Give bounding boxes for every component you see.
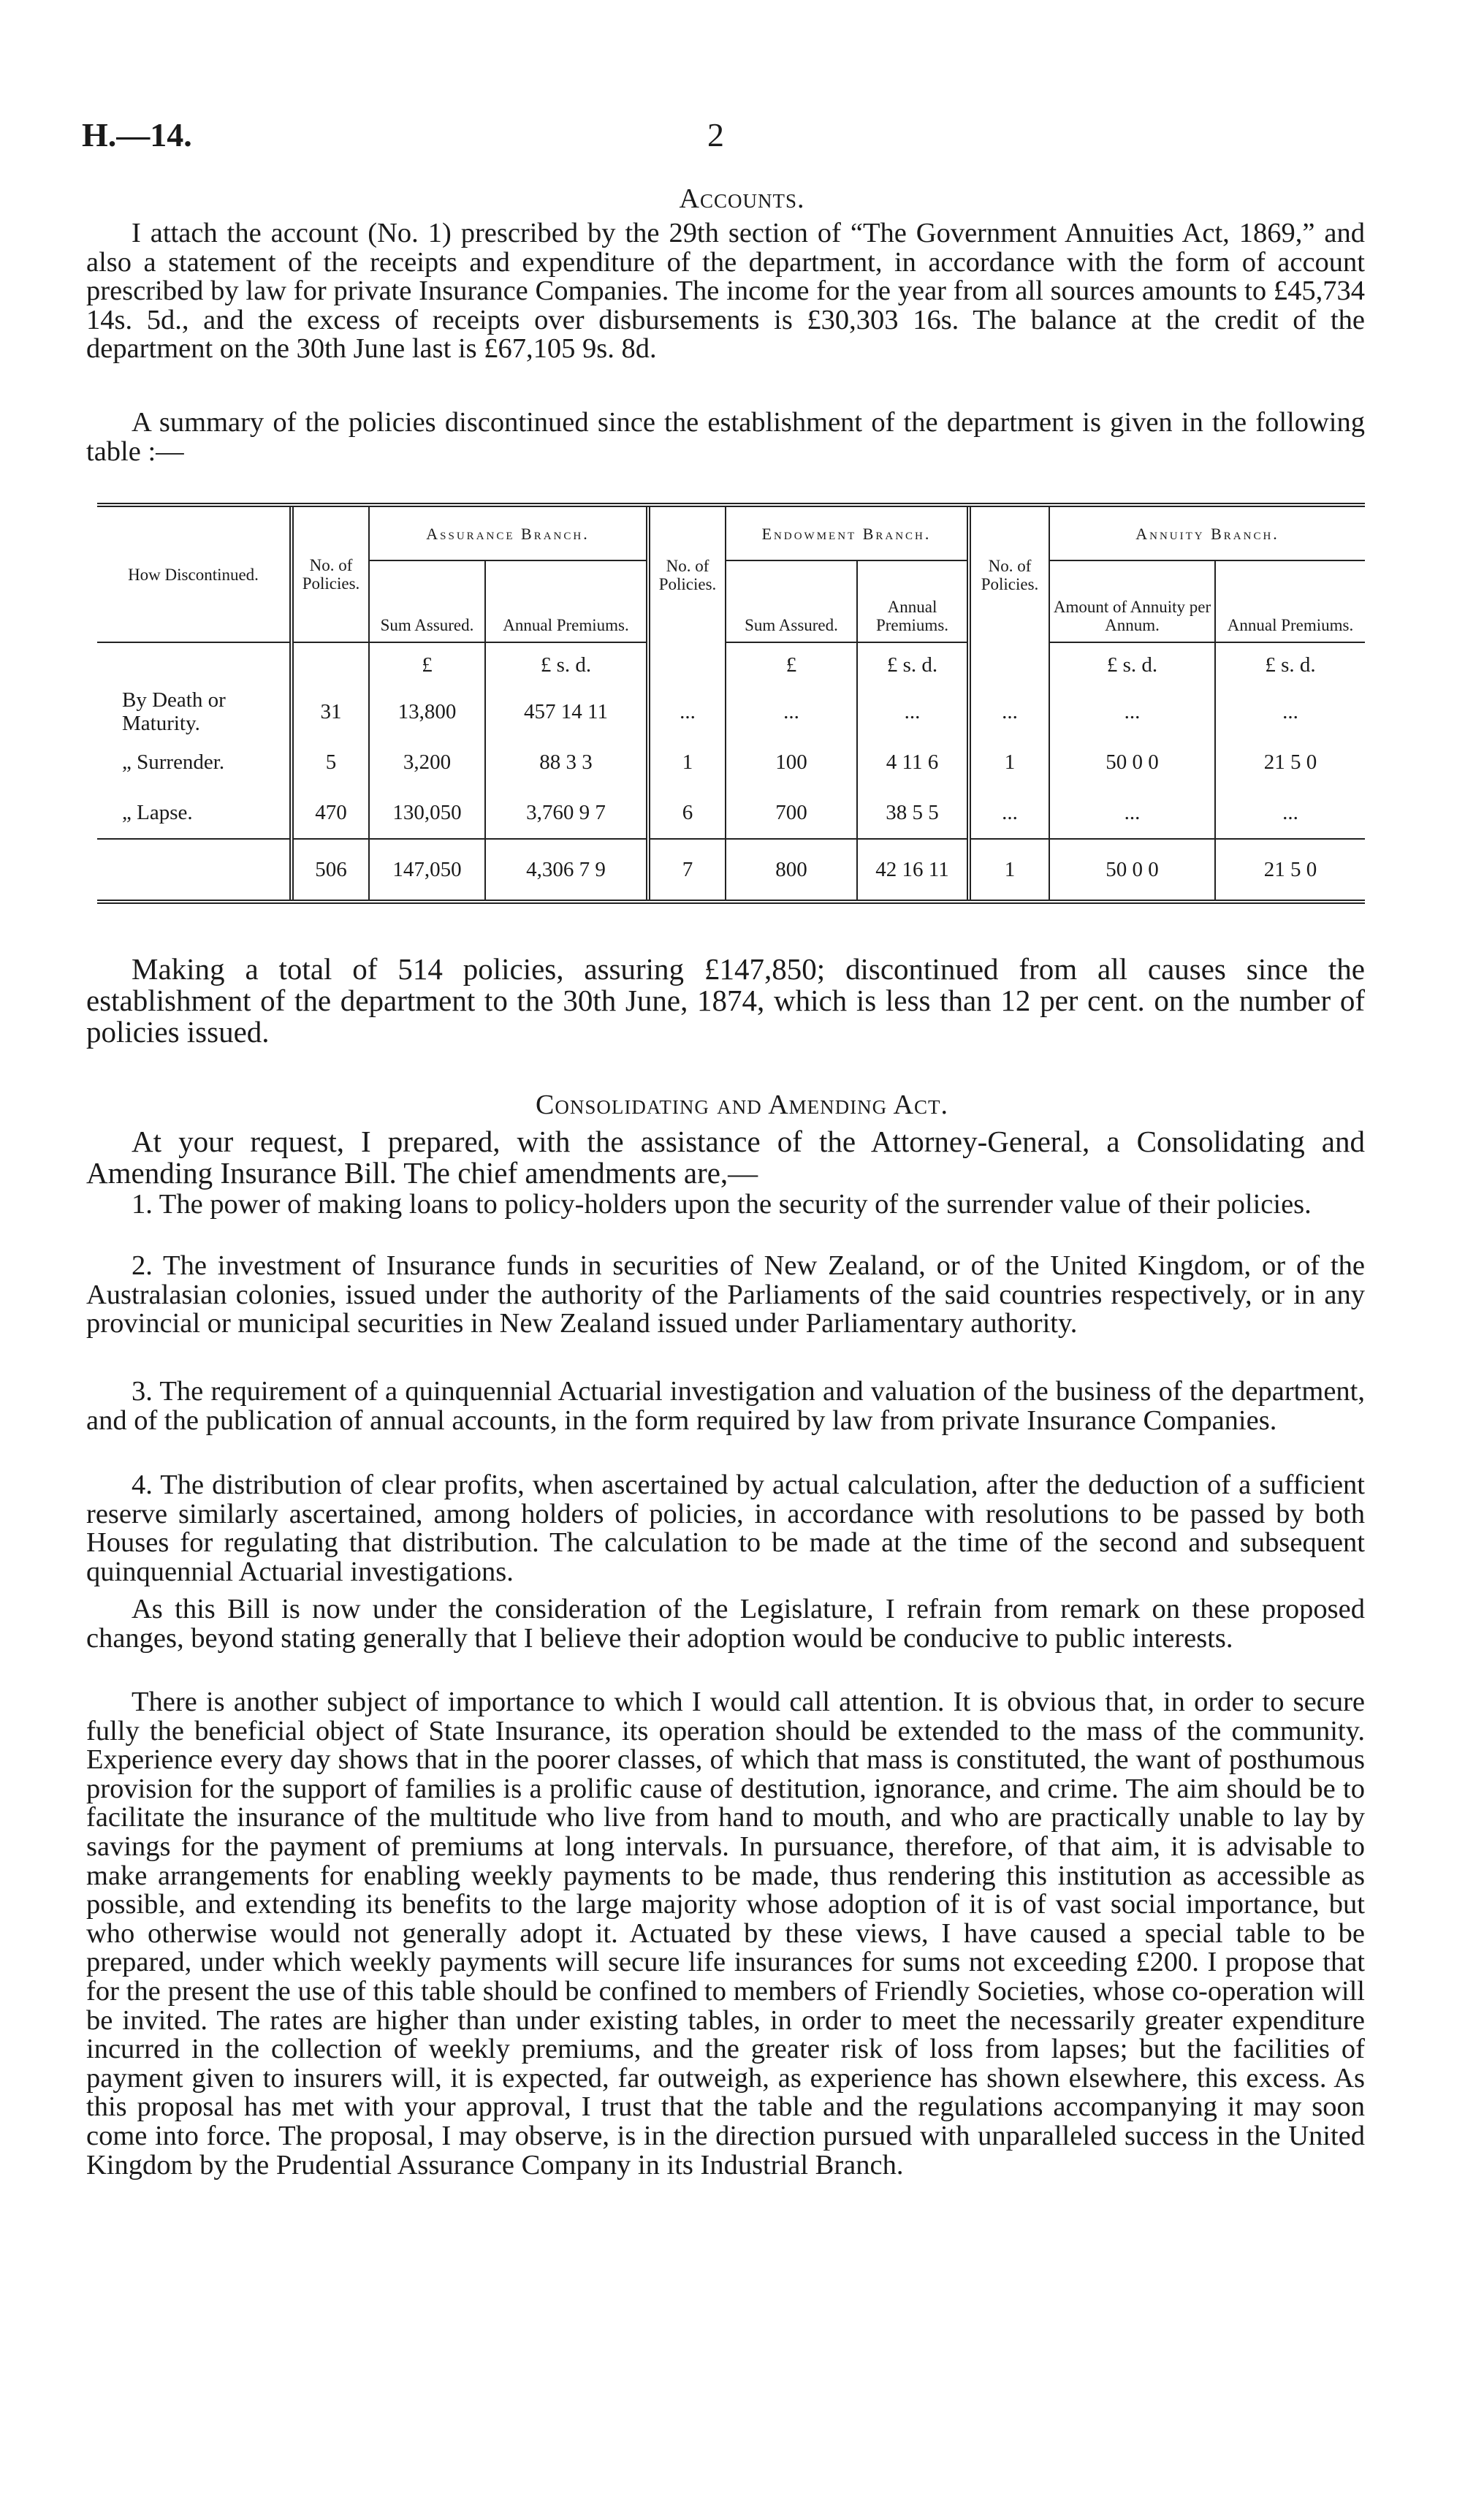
row-label: By Death or Maturity.	[122, 688, 226, 735]
total-cell: 800	[726, 839, 857, 902]
header-annual-premiums-assurance: Annual Premiums.	[485, 560, 648, 642]
table-cell: ...	[726, 687, 857, 737]
table-cell: 50 0 0	[1049, 737, 1215, 788]
header-how-discontinued: How Discontinued.	[97, 505, 292, 642]
consolidating-heading: Consolidating and Amending Act.	[535, 1090, 948, 1120]
table-cell: 1	[969, 737, 1049, 788]
unit-sum-assured-endowment: £	[726, 642, 857, 687]
header-no-policies-endowment: No. of Policies.	[648, 505, 726, 642]
unit-annual-premiums-assurance: £ s. d.	[485, 642, 648, 687]
unit-annual-premiums-endowment: £ s. d.	[857, 642, 969, 687]
amendment-item-4: 4. The distribution of clear profits, when ascertained by actual calculation, after the deduction of a sufficient reserve similarly ascertained, among holders of policies, in accordance with resolutions to be passed by both Houses for regulating that distribution. The calculation to be made at the time of the second and subsequent quinquennial Actuarial investigations.	[86, 1470, 1365, 1587]
total-cell: 42 16 11	[857, 839, 969, 902]
header-no-policies-assurance: No. of Policies.	[292, 505, 369, 642]
row-label: „ Surrender.	[122, 750, 225, 774]
header-sum-assured-endowment: Sum Assured.	[726, 560, 857, 642]
unit-annuity-amount: £ s. d.	[1049, 642, 1215, 687]
amendment-item-2: 2. The investment of Insurance funds in securities of New Zealand, or of the United Kingdom, or of the Australasian colonies, issued under the authority of the Parliaments of the said countries respectively, or in any provincial or municipal securities in New Zealand issued under Parliamentary authority.	[86, 1250, 1365, 1339]
total-cell: 506	[292, 839, 369, 902]
table-cell: ...	[857, 687, 969, 737]
table-cell: 470	[292, 788, 369, 839]
table-cell: 4 11 6	[857, 737, 969, 788]
header-sum-assured-assurance: Sum Assured.	[369, 560, 485, 642]
header-assurance-branch: Assurance Branch.	[369, 505, 648, 560]
table-cell: ...	[1215, 687, 1365, 737]
table-cell: ...	[648, 687, 726, 737]
table-cell: ...	[969, 687, 1049, 737]
header-no-policies-annuity: No. of Policies.	[969, 505, 1049, 642]
table-cell: 1	[648, 737, 726, 788]
bill-consideration-paragraph: As this Bill is now under the consideration of the Legislature, I refrain from remark on these proposed changes, beyond stating generally that I believe their adoption would be conducive to public interests.	[86, 1594, 1365, 1654]
total-cell: 1	[969, 839, 1049, 902]
document-code: H.—14.	[82, 116, 192, 153]
total-row	[97, 839, 1365, 902]
table-cell: 700	[726, 788, 857, 839]
table-cell: 3,200	[369, 737, 485, 788]
table-cell: 13,800	[369, 687, 485, 737]
table-cell: 31	[292, 687, 369, 737]
unit-sum-assured-assurance: £	[369, 642, 485, 687]
unit-annual-premiums-annuity: £ s. d.	[1215, 642, 1365, 687]
table-cell: ...	[969, 788, 1049, 839]
amendment-item-1: 1. The power of making loans to policy-holders upon the security of the surrender value of their policies.	[132, 1189, 1312, 1220]
total-summary-paragraph: Making a total of 514 policies, assuring £147,850; discontinued from all causes since the establishment of the department to the 30th June, 1874, which is less than 12 per cent. on the number of policies issued.	[86, 952, 1365, 1049]
table-row	[97, 737, 1365, 788]
total-cell: 21 5 0	[1215, 839, 1365, 902]
table-cell: 457 14 11	[485, 687, 648, 737]
row-label: „ Lapse.	[97, 788, 292, 839]
total-cell: 50 0 0	[1049, 839, 1215, 902]
summary-intro-paragraph: A summary of the policies discontinued since the establishment of the department is given in the following table :—	[86, 407, 1365, 467]
table-cell: 21 5 0	[1215, 737, 1365, 788]
accounts-paragraph: I attach the account (No. 1) prescribed by the 29th section of “The Government Annuities Act, 1869,” and also a statement of the receipts and expenditure of the department, in accordance with the form of account prescribed by law for private Insurance Companies. The income for the year from all sources amounts to £45,734 14s. 5d., and the excess of receipts over disbursements is £30,303 16s. The balance at the credit of the department on the 30th June last is £67,105 9s. 8d.	[86, 218, 1365, 365]
table-cell: 5	[292, 737, 369, 788]
table-cell: 38 5 5	[857, 788, 969, 839]
header-annuity-branch: Annuity Branch.	[1049, 505, 1365, 560]
header-annual-premiums-endowment: Annual Premiums.	[857, 560, 969, 642]
table-cell: 100	[726, 737, 857, 788]
header-annual-premiums-annuity: Annual Premiums.	[1215, 560, 1365, 642]
consolidating-intro: At your request, I prepared, with the assistance of the Attorney-General, a Consolidating and Amending Insurance Bill. The chief amendments are,—	[86, 1125, 1365, 1190]
amendment-item-3: 3. The requirement of a quinquennial Actuarial investigation and valuation of the business of the department, and of the publication of annual accounts, in the form required by law from private Insurance Companies.	[86, 1376, 1365, 1436]
total-cell: 4,306 7 9	[485, 839, 648, 902]
total-cell: 7	[648, 839, 726, 902]
table-cell: ...	[1215, 788, 1365, 839]
table-row	[97, 788, 1365, 839]
table-cell: 3,760 9 7	[485, 788, 648, 839]
table-cell: 6	[648, 788, 726, 839]
header-endowment-branch: Endowment Branch.	[726, 505, 969, 560]
table-cell: 88 3 3	[485, 737, 648, 788]
table-row	[97, 687, 1365, 737]
table-cell: 130,050	[369, 788, 485, 839]
page-number: 2	[707, 116, 724, 153]
table-cell: ...	[1049, 788, 1215, 839]
accounts-heading: Accounts.	[679, 183, 805, 214]
header-annuity-amount: Amount of Annuity per Annum.	[1049, 560, 1215, 642]
discontinued-policies-table	[97, 503, 1365, 904]
state-insurance-paragraph: There is another subject of importance to which I would call attention. It is obvious that, in order to secure fully the beneficial object of State Insurance, its operation should be extended to the mass of the community. Experience every day shows that in the poorer classes, of which that mass is constituted, the want of posthumous provision for the support of families is a prolific cause of destitution, ignorance, and crime. The aim should be to facilitate the insurance of the multitude who live from hand to mouth, and who are practically unable to lay by savings for the payment of premiums at long intervals. In pursuance, therefore, of that aim, it is advisable to make arrangements for enabling weekly payments to be made, thus rendering this institution as accessible as possible, and extending its benefits to the large majority whose adoption of it is of vast social importance, but who otherwise would not generally adopt it. Actuated by these views, I have caused a special table to be prepared, under which weekly payments will secure life insurances for sums not exceeding £200. I propose that for the present the use of this table should be confined to members of Friendly Societies, whose co-operation will be invited. The rates are higher than under existing tables, in order to meet the necessarily greater expenditure incurred in the collection of weekly premiums, and the greater risk of loss from lapses; but the facilities of payment given to insurers will, it is expected, far outweigh, as experience has shown elsewhere, this excess. As this proposal has met with your approval, I trust that the table and the regulations accompanying it may soon come into force. The proposal, I may observe, is in the direction pursued with unparalleled success in the United Kingdom by the Prudential Assurance Company in its Industrial Branch.	[86, 1687, 1365, 2181]
total-cell: 147,050	[369, 839, 485, 902]
table-cell: ...	[1049, 687, 1215, 737]
